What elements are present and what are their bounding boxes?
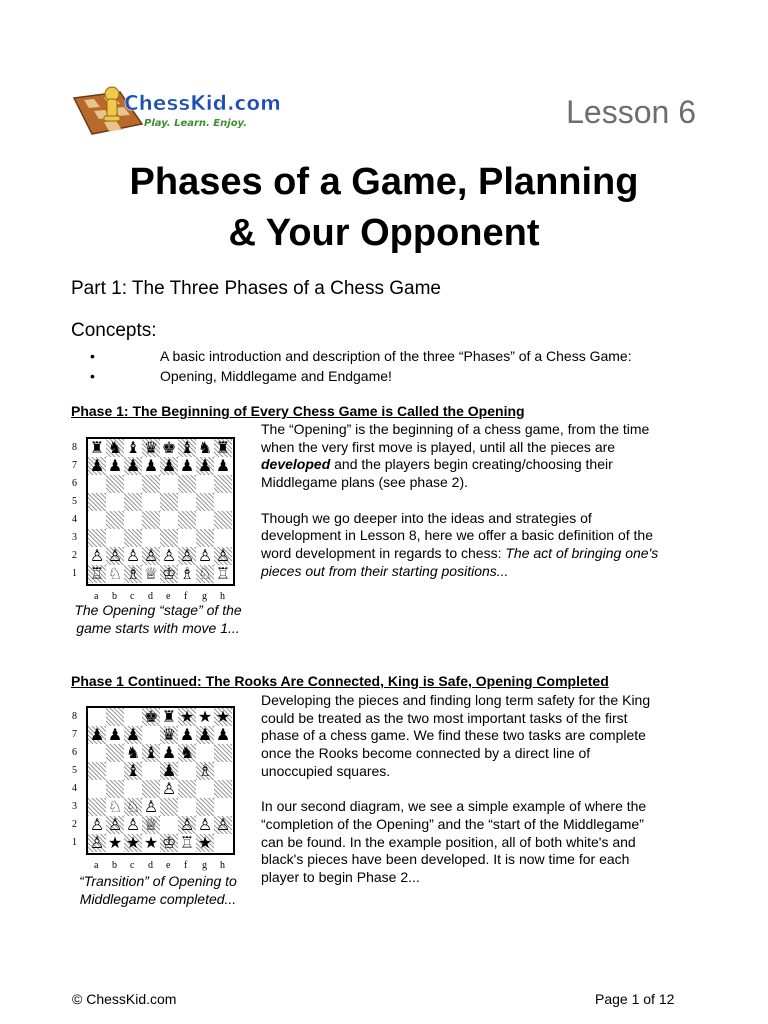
rank-label: 6 <box>72 478 77 489</box>
rank-label: 4 <box>72 514 77 525</box>
board-square <box>106 493 124 511</box>
board-square: ♝ <box>125 438 141 457</box>
board-square: ♙ <box>125 546 141 565</box>
board-square: ♙ <box>197 546 213 565</box>
file-label: a <box>94 860 99 871</box>
board-square: ★ <box>215 707 231 726</box>
title-line-2: & Your Opponent <box>228 212 540 254</box>
board-square: ★ <box>143 833 159 852</box>
file-label: e <box>166 591 171 602</box>
phase1b-text <box>261 692 661 904</box>
board-square <box>88 762 106 780</box>
board-square <box>124 493 142 511</box>
board-square: ♙ <box>107 815 123 834</box>
phase1-p1-end: and the players begin creating/choosing their Middlegame plans (see phase 2). <box>261 456 613 491</box>
board-square <box>124 780 142 798</box>
board-square <box>178 475 196 493</box>
rank-label: 6 <box>72 747 77 758</box>
board-square <box>214 798 232 816</box>
board-square: ♙ <box>215 815 231 834</box>
board-square <box>106 780 124 798</box>
board-square <box>160 529 178 547</box>
board-square: ♜ <box>89 438 105 457</box>
board-square: ♟ <box>179 725 195 744</box>
board-square <box>160 816 178 834</box>
board-square: ♟ <box>125 456 141 475</box>
board-square <box>214 762 232 780</box>
board-square: ♟ <box>107 725 123 744</box>
board-square <box>106 708 124 726</box>
board-square <box>178 511 196 529</box>
board-square: ♟ <box>161 456 177 475</box>
board-square <box>142 780 160 798</box>
board-square <box>124 511 142 529</box>
board-square: ♛ <box>143 438 159 457</box>
board-square <box>214 511 232 529</box>
board-square <box>142 726 160 744</box>
board-square <box>106 511 124 529</box>
concept-line-2: Opening, Middlegame and Endgame! <box>160 368 392 384</box>
board-square <box>142 529 160 547</box>
board-square: ♙ <box>89 546 105 565</box>
title-line-1: Phases of a Game, Planning <box>129 161 639 203</box>
board-square: ♔ <box>161 564 177 583</box>
board-square: ♙ <box>143 797 159 816</box>
rank-label: 3 <box>72 801 77 812</box>
board-square: ♘ <box>107 797 123 816</box>
board-square: ♖ <box>215 564 231 583</box>
board-square: ♛ <box>161 725 177 744</box>
board-square: ♟ <box>89 725 105 744</box>
board-square: ♕ <box>143 564 159 583</box>
board-square: ♟ <box>215 725 231 744</box>
rank-label: 1 <box>72 568 77 579</box>
file-label: b <box>112 860 117 871</box>
board-square <box>88 708 106 726</box>
board-square: ♟ <box>161 743 177 762</box>
phase1b-paragraph-1: Developing the pieces and finding long term safety for the King could be treated as the two most important tasks of the first phase of a chess game. We find these two tasks are complete once the Rooks become connected by a direct line of unoccupied squares. <box>261 692 651 779</box>
file-label: h <box>220 591 225 602</box>
board-square: ♖ <box>179 833 195 852</box>
rank-label: 7 <box>72 460 77 471</box>
phase1-p1-emphasis: developed <box>261 456 331 473</box>
part-heading: Part 1: The Three Phases of a Chess Game <box>71 278 441 299</box>
rank-label: 5 <box>72 765 77 776</box>
concept-line-1: A basic introduction and description of the three “Phases” of a Chess Game: <box>160 348 632 364</box>
file-label: d <box>148 591 153 602</box>
board-square: ♘ <box>197 564 213 583</box>
board-square: ♙ <box>215 546 231 565</box>
phase1-paragraph-2 <box>261 510 661 581</box>
board-square: ♙ <box>125 815 141 834</box>
board-square <box>88 744 106 762</box>
board-square <box>178 529 196 547</box>
board-square: ♟ <box>125 725 141 744</box>
rank-label: 7 <box>72 729 77 740</box>
lesson-number: Lesson 6 <box>566 94 696 130</box>
board-square <box>196 744 214 762</box>
rank-label: 3 <box>72 532 77 543</box>
phase1-p1-start: The “Opening” is the beginning of a chess game, from the time when the very first move is played, until all the pieces are <box>261 421 650 455</box>
board-square: ♘ <box>125 797 141 816</box>
file-label: f <box>184 860 188 871</box>
board-square <box>160 798 178 816</box>
board-square <box>214 780 232 798</box>
board-square: ★ <box>107 833 123 852</box>
rank-label: 5 <box>72 496 77 507</box>
board-square <box>160 511 178 529</box>
file-label: g <box>202 860 207 871</box>
board-square <box>142 762 160 780</box>
phase1-p2-start: Though we go deeper into the ideas and strategies of development in Lesson 8, here we offer a basic definition of the word development in regards to chess: <box>261 509 653 561</box>
board-square <box>106 475 124 493</box>
board-square: ♙ <box>107 546 123 565</box>
board-square <box>160 475 178 493</box>
board-square: ♙ <box>197 815 213 834</box>
board-square <box>196 475 214 493</box>
board-square: ♚ <box>143 707 159 726</box>
board-square <box>142 475 160 493</box>
board-square <box>178 780 196 798</box>
board-square <box>214 475 232 493</box>
phase1-heading: Phase 1: The Beginning of Every Chess Game is Called the Opening <box>71 403 525 419</box>
board-square: ♗ <box>125 564 141 583</box>
board-square <box>88 475 106 493</box>
board-square: ★ <box>125 833 141 852</box>
phase1b-heading: Phase 1 Continued: The Rooks Are Connected, King is Safe, Opening Completed <box>71 673 609 689</box>
rank-label: 8 <box>72 711 77 722</box>
phase1b-caption: “Transition” of Opening to Middlegame completed... <box>79 873 237 907</box>
board-square: ♕ <box>143 815 159 834</box>
file-label: c <box>130 860 135 871</box>
board-square: ♟ <box>179 456 195 475</box>
file-label: a <box>94 591 99 602</box>
board-square <box>178 493 196 511</box>
rank-label: 2 <box>72 819 77 830</box>
footer-copyright: © ChessKid.com <box>72 991 177 1007</box>
file-label: d <box>148 860 153 871</box>
chesskid-logo-graphic <box>72 80 281 140</box>
board-square <box>88 780 106 798</box>
board-square: ♔ <box>161 833 177 852</box>
board-square <box>196 493 214 511</box>
board-square <box>106 529 124 547</box>
board-square: ★ <box>179 707 195 726</box>
board-square: ♗ <box>179 564 195 583</box>
board-square <box>124 475 142 493</box>
rank-label: 8 <box>72 442 77 453</box>
board-square <box>178 798 196 816</box>
board-square: ♟ <box>197 725 213 744</box>
board-square: ♘ <box>107 564 123 583</box>
board-square: ♝ <box>143 743 159 762</box>
board-square: ♞ <box>125 743 141 762</box>
board-square: ♗ <box>197 761 213 780</box>
board-square <box>196 511 214 529</box>
phase1-p2-definition: The act of bringing one's pieces out from their starting positions... <box>261 544 659 579</box>
board-square: ♙ <box>161 779 177 798</box>
board-square: ♙ <box>143 546 159 565</box>
file-label: c <box>130 591 135 602</box>
board-square <box>160 493 178 511</box>
board-square <box>214 493 232 511</box>
file-label: b <box>112 591 117 602</box>
board-square <box>88 798 106 816</box>
board-square <box>88 493 106 511</box>
phase1b-paragraph-2: In our second diagram, we see a simple example of where the “completion of the Opening” and the “start of the Middlegame” can be found. In the example position, all of both white's and black's pieces have been developed. It is now time for each player to begin Phase 2... <box>261 798 647 886</box>
board-square: ♙ <box>161 546 177 565</box>
board-square: ♙ <box>89 815 105 834</box>
board-square: ♜ <box>161 707 177 726</box>
board-square: ♟ <box>143 456 159 475</box>
board-square: ♖ <box>89 564 105 583</box>
chesskid-logo <box>72 80 281 140</box>
phase1-text <box>261 421 661 598</box>
board-square <box>124 708 142 726</box>
board-square: ♟ <box>197 456 213 475</box>
board-square <box>214 529 232 547</box>
file-label: h <box>220 860 225 871</box>
board-square: ♙ <box>89 833 105 852</box>
board-square: ♟ <box>161 761 177 780</box>
bullet-1: • <box>90 348 95 364</box>
board-square <box>88 529 106 547</box>
board-square <box>142 511 160 529</box>
svg-text:ChessKid.com: ChessKid.com <box>124 91 281 115</box>
board-square: ♞ <box>107 438 123 457</box>
board-square: ♞ <box>197 438 213 457</box>
board-square <box>214 744 232 762</box>
board-square <box>106 744 124 762</box>
phase1-caption: The Opening “stage” of the game starts with move 1... <box>74 602 242 636</box>
board-square <box>214 834 232 852</box>
rank-label: 2 <box>72 550 77 561</box>
board-square: ♙ <box>179 546 195 565</box>
board-square: ★ <box>197 707 213 726</box>
board-square <box>196 798 214 816</box>
board-square: ♙ <box>179 815 195 834</box>
board-square: ♚ <box>161 438 177 457</box>
board-square <box>88 511 106 529</box>
file-label: f <box>184 591 188 602</box>
board-square: ♞ <box>179 743 195 762</box>
board-square: ♟ <box>89 456 105 475</box>
rank-label: 1 <box>72 837 77 848</box>
board-square <box>196 780 214 798</box>
board-square: ♟ <box>215 456 231 475</box>
concepts-heading: Concepts: <box>71 320 157 341</box>
board-square: ★ <box>197 833 213 852</box>
phase1-paragraph-1 <box>261 421 661 492</box>
board-square <box>142 493 160 511</box>
board-square: ♜ <box>215 438 231 457</box>
board-square: ♝ <box>179 438 195 457</box>
svg-text:Play. Learn. Enjoy.: Play. Learn. Enjoy. <box>144 118 247 129</box>
footer-page-number: Page 1 of 12 <box>595 991 675 1007</box>
rank-label: 4 <box>72 783 77 794</box>
board-square <box>106 762 124 780</box>
board-square <box>124 529 142 547</box>
board-square: ♟ <box>107 456 123 475</box>
bullet-2: • <box>90 368 95 384</box>
board-square <box>178 762 196 780</box>
board-square: ♝ <box>125 761 141 780</box>
file-label: e <box>166 860 171 871</box>
board-square <box>196 529 214 547</box>
file-label: g <box>202 591 207 602</box>
